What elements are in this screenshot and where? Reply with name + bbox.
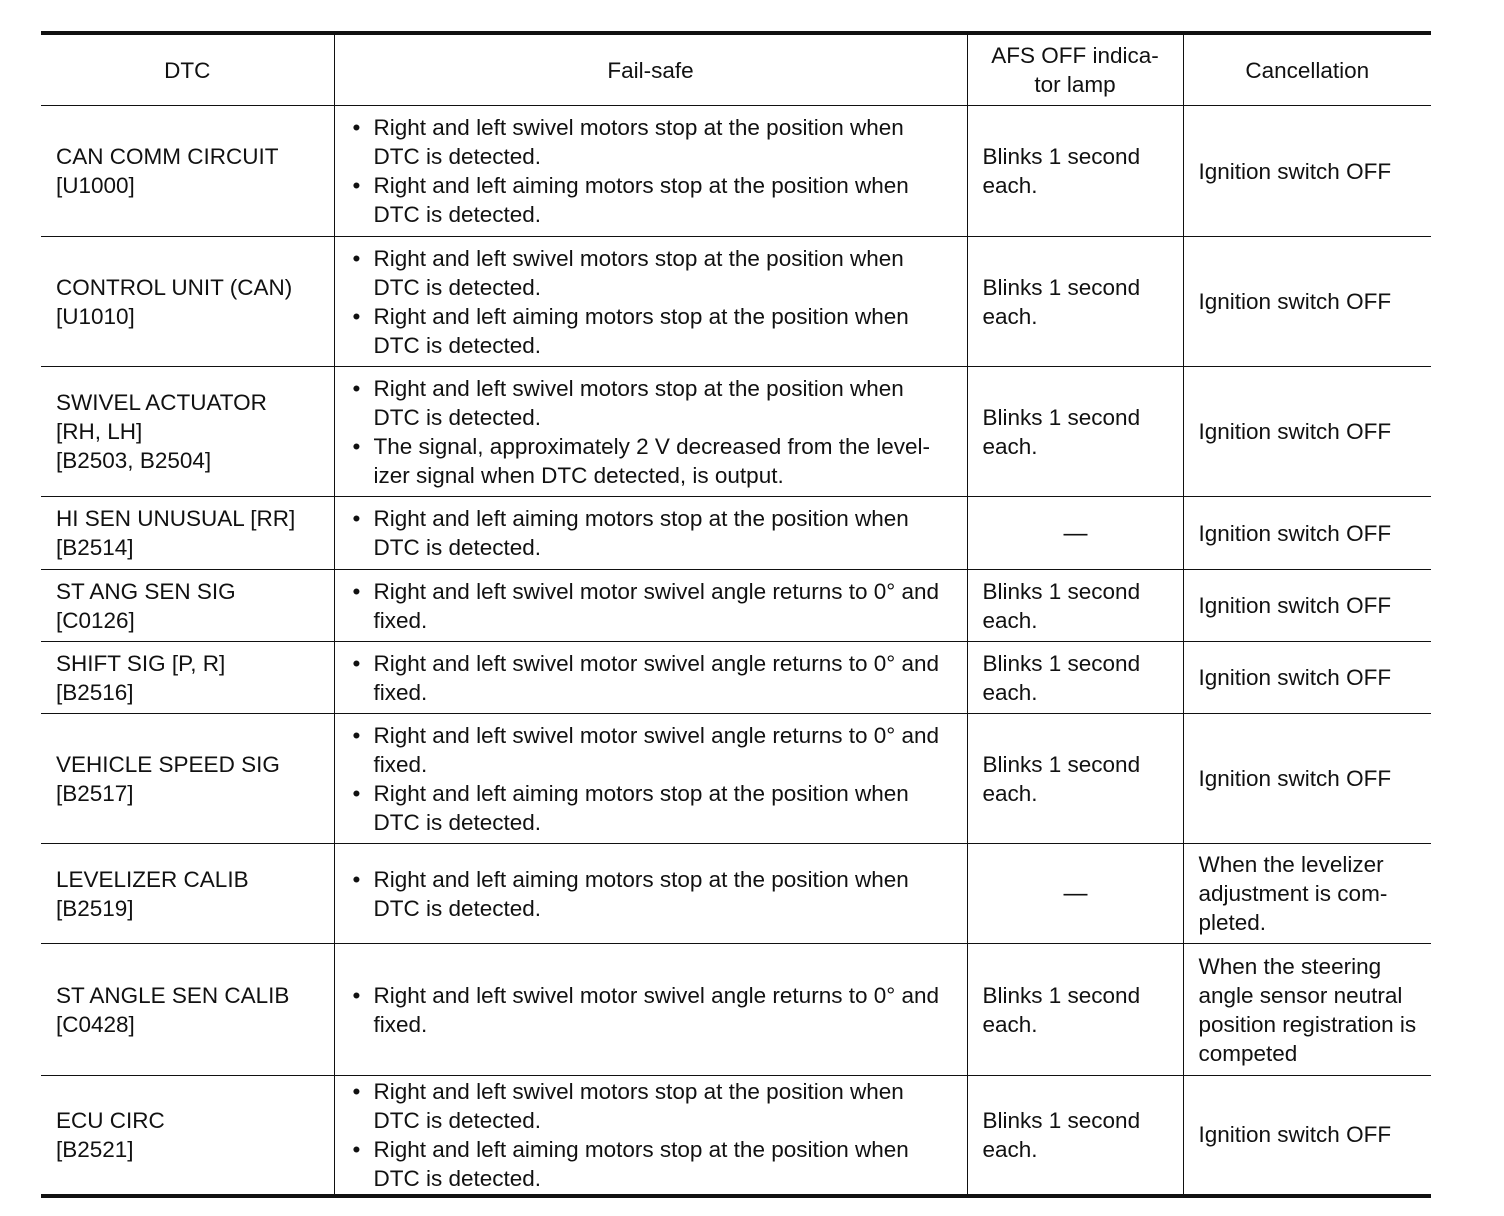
- failsafe-text-line: DTC is detected.: [373, 202, 542, 227]
- failsafe-item: [350, 577, 953, 635]
- failsafe-cell: [334, 570, 967, 642]
- failsafe-text-line: fixed.: [373, 1011, 428, 1037]
- indicator-lamp-cell: [967, 844, 1183, 944]
- bullet-icon: •: [352, 506, 361, 531]
- failsafe-cell: [334, 106, 967, 237]
- failsafe-item: [350, 1135, 953, 1193]
- indicator-lamp-cell: [967, 367, 1183, 497]
- failsafe-text-line: Right and left swivel motor swivel angle returns to 0° and: [373, 650, 940, 676]
- indicator-text-line: Blinks 1 second: [982, 982, 1141, 1008]
- dtc-code-line: [U1010]: [56, 303, 135, 329]
- failsafe-text-line: Right and left swivel motors stop at the position when: [373, 115, 904, 140]
- failsafe-text-line: DTC is detected.: [373, 895, 542, 921]
- failsafe-item: [350, 244, 953, 302]
- dtc-code-line: CONTROL UNIT (CAN): [56, 274, 293, 300]
- cancellation-text-line: position registration is: [1198, 1011, 1417, 1037]
- failsafe-text-line: Right and left aiming motors stop at the position when: [373, 780, 909, 806]
- cancellation-text-line: When the steering: [1198, 953, 1382, 979]
- bullet-icon: •: [352, 780, 361, 806]
- failsafe-text-line: Right and left aiming motors stop at the position when: [373, 173, 909, 198]
- failsafe-cell: [334, 237, 967, 367]
- indicator-lamp-cell: [967, 714, 1183, 844]
- dtc-cell: [41, 714, 334, 844]
- failsafe-text-line: Right and left aiming motors stop at the position when: [373, 866, 909, 892]
- bullet-icon: •: [352, 1136, 361, 1162]
- failsafe-cell: [334, 642, 967, 714]
- bullet-icon: •: [352, 578, 361, 604]
- cancellation-cell: [1183, 1076, 1431, 1196]
- indicator-text-line: Blinks 1 second: [982, 650, 1141, 676]
- table-row: [41, 1076, 1431, 1196]
- table-header-row: [41, 33, 1431, 106]
- cancellation-text-line: angle sensor neutral: [1198, 982, 1403, 1008]
- failsafe-cell: [334, 944, 967, 1076]
- failsafe-list: [350, 865, 953, 923]
- failsafe-item: [350, 721, 953, 779]
- indicator-text-line: Blinks 1 second: [982, 1107, 1141, 1133]
- table-row: [41, 844, 1431, 944]
- dtc-cell: [41, 642, 334, 714]
- indicator-lamp-cell: [967, 944, 1183, 1076]
- cancellation-text-line: Ignition switch OFF: [1198, 289, 1392, 314]
- table-row: [41, 237, 1431, 367]
- table-row: [41, 642, 1431, 714]
- indicator-text-line: each.: [982, 780, 1038, 806]
- failsafe-item: [350, 1077, 953, 1135]
- failsafe-cell: [334, 367, 967, 497]
- failsafe-item: [350, 432, 953, 490]
- dtc-cell: [41, 844, 334, 944]
- table-row: [41, 570, 1431, 642]
- indicator-lamp-cell: [967, 570, 1183, 642]
- failsafe-text-line: izer signal when DTC detected, is output.: [373, 462, 784, 488]
- indicator-lamp-cell: [967, 497, 1183, 570]
- failsafe-text-line: Right and left aiming motors stop at the position when: [373, 303, 909, 329]
- header-dtc: DTC: [41, 33, 334, 106]
- bullet-icon: •: [352, 303, 361, 329]
- failsafe-text-line: Right and left swivel motor swivel angle returns to 0° and: [373, 578, 940, 604]
- cancellation-text-line: Ignition switch OFF: [1198, 665, 1392, 690]
- dtc-code-line: [B2517]: [56, 780, 134, 806]
- failsafe-list: [350, 577, 953, 635]
- dtc-code-line: [C0126]: [56, 607, 135, 633]
- failsafe-text-line: Right and left swivel motor swivel angle returns to 0° and: [373, 982, 940, 1008]
- header-indicator-line1: AFS OFF indica-: [991, 43, 1159, 68]
- failsafe-text-line: DTC is detected.: [373, 144, 542, 169]
- failsafe-list: [350, 113, 953, 229]
- dtc-code-line: [RH, LH]: [56, 419, 143, 444]
- indicator-text-line: Blinks 1 second: [982, 578, 1141, 604]
- indicator-lamp-cell: [967, 642, 1183, 714]
- failsafe-item: [350, 171, 953, 229]
- dtc-cell: [41, 944, 334, 1076]
- header-failsafe: Fail-safe: [334, 33, 967, 106]
- cancellation-text-line: adjustment is com-: [1198, 881, 1388, 906]
- failsafe-text-line: DTC is detected.: [373, 535, 542, 560]
- failsafe-list: [350, 721, 953, 837]
- bullet-icon: •: [352, 245, 361, 271]
- failsafe-item: [350, 374, 953, 432]
- dtc-code-line: ST ANGLE SEN CALIB: [56, 982, 290, 1008]
- dtc-code-line: [B2521]: [56, 1136, 134, 1162]
- dtc-cell: [41, 1076, 334, 1196]
- failsafe-text-line: DTC is detected.: [373, 809, 542, 835]
- table-row: [41, 944, 1431, 1076]
- dtc-code-line: SHIFT SIG [P, R]: [56, 650, 226, 676]
- cancellation-text-line: Ignition switch OFF: [1198, 766, 1392, 791]
- failsafe-cell: [334, 1076, 967, 1196]
- failsafe-text-line: DTC is detected.: [373, 274, 542, 300]
- dtc-code-line: VEHICLE SPEED SIG: [56, 751, 280, 777]
- failsafe-list: [350, 374, 953, 490]
- table-row: [41, 714, 1431, 844]
- failsafe-text-line: DTC is detected.: [373, 1165, 542, 1191]
- failsafe-text-line: Right and left swivel motors stop at the position when: [373, 375, 904, 401]
- failsafe-text-line: DTC is detected.: [373, 1107, 542, 1133]
- indicator-text-line: —: [1063, 519, 1088, 547]
- indicator-text-line: Blinks 1 second: [982, 144, 1141, 169]
- dtc-code-line: HI SEN UNUSUAL [RR]: [56, 506, 296, 531]
- cancellation-text-line: competed: [1198, 1040, 1298, 1066]
- dtc-failsafe-table: [41, 31, 1431, 1198]
- bullet-icon: •: [352, 866, 361, 892]
- failsafe-item: [350, 504, 953, 562]
- failsafe-cell: [334, 844, 967, 944]
- indicator-text-line: each.: [982, 1136, 1038, 1162]
- indicator-text-line: —: [1063, 880, 1088, 907]
- dtc-cell: [41, 237, 334, 367]
- failsafe-item: [350, 649, 953, 707]
- indicator-text-line: each.: [982, 1011, 1038, 1037]
- failsafe-text-line: DTC is detected.: [373, 404, 542, 430]
- indicator-lamp-cell: [967, 237, 1183, 367]
- cancellation-cell: [1183, 642, 1431, 714]
- bullet-icon: •: [352, 115, 361, 140]
- cancellation-text-line: pleted.: [1198, 910, 1267, 935]
- table-row: [41, 367, 1431, 497]
- dtc-code-line: [B2514]: [56, 535, 134, 560]
- indicator-text-line: Blinks 1 second: [982, 274, 1141, 300]
- cancellation-text-line: When the levelizer: [1198, 852, 1384, 877]
- failsafe-item: [350, 779, 953, 837]
- bullet-icon: •: [352, 433, 361, 459]
- failsafe-text-line: fixed.: [373, 751, 428, 777]
- cancellation-cell: [1183, 367, 1431, 497]
- failsafe-list: [350, 649, 953, 707]
- cancellation-text-line: Ignition switch OFF: [1198, 1122, 1392, 1148]
- bullet-icon: •: [352, 1078, 361, 1104]
- header-indicator-line2: tor lamp: [1034, 72, 1116, 97]
- indicator-lamp-cell: [967, 1076, 1183, 1196]
- bullet-icon: •: [352, 375, 361, 401]
- cancellation-cell: [1183, 570, 1431, 642]
- dtc-code-line: LEVELIZER CALIB: [56, 866, 249, 892]
- table-body: [41, 106, 1431, 1196]
- failsafe-text-line: Right and left swivel motors stop at the position when: [373, 1078, 904, 1104]
- dtc-code-line: [B2519]: [56, 895, 134, 921]
- dtc-cell: [41, 570, 334, 642]
- dtc-cell: [41, 106, 334, 237]
- failsafe-item: [350, 865, 953, 923]
- cancellation-cell: [1183, 714, 1431, 844]
- indicator-text-line: Blinks 1 second: [982, 751, 1141, 777]
- failsafe-text-line: Right and left aiming motors stop at the position when: [373, 506, 909, 531]
- dtc-code-line: CAN COMM CIRCUIT: [56, 144, 279, 169]
- header-indicator-lamp: [967, 33, 1183, 106]
- failsafe-text-line: fixed.: [373, 679, 428, 705]
- cancellation-cell: [1183, 237, 1431, 367]
- dtc-code-line: ST ANG SEN SIG: [56, 578, 236, 604]
- dtc-code-line: [C0428]: [56, 1011, 135, 1037]
- indicator-lamp-cell: [967, 106, 1183, 237]
- dtc-code-line: [B2503, B2504]: [56, 448, 212, 473]
- table-row: [41, 106, 1431, 237]
- failsafe-text-line: The signal, approximately 2 V decreased from the level-: [373, 433, 931, 459]
- failsafe-item: [350, 981, 953, 1039]
- failsafe-text-line: Right and left aiming motors stop at the position when: [373, 1136, 909, 1162]
- indicator-text-line: each.: [982, 607, 1038, 633]
- cancellation-cell: [1183, 944, 1431, 1076]
- cancellation-cell: [1183, 844, 1431, 944]
- indicator-text-line: each.: [982, 173, 1038, 198]
- dtc-code-line: SWIVEL ACTUATOR: [56, 390, 267, 415]
- header-cancellation: Cancellation: [1183, 33, 1431, 106]
- failsafe-item: [350, 113, 953, 171]
- failsafe-list: [350, 1077, 953, 1193]
- cancellation-text-line: Ignition switch OFF: [1198, 419, 1392, 444]
- bullet-icon: •: [352, 173, 361, 198]
- dtc-code-line: [U1000]: [56, 173, 135, 198]
- failsafe-cell: [334, 714, 967, 844]
- indicator-text-line: each.: [982, 679, 1038, 705]
- failsafe-list: [350, 981, 953, 1039]
- failsafe-text-line: fixed.: [373, 607, 428, 633]
- indicator-text-line: each.: [982, 433, 1038, 459]
- cancellation-text-line: Ignition switch OFF: [1198, 520, 1392, 546]
- failsafe-item: [350, 302, 953, 360]
- dtc-code-line: ECU CIRC: [56, 1107, 165, 1133]
- bullet-icon: •: [352, 650, 361, 676]
- cancellation-text-line: Ignition switch OFF: [1198, 593, 1392, 618]
- dtc-cell: [41, 367, 334, 497]
- failsafe-cell: [334, 497, 967, 570]
- bullet-icon: •: [352, 722, 361, 748]
- failsafe-list: [350, 244, 953, 360]
- cancellation-text-line: Ignition switch OFF: [1198, 158, 1392, 184]
- indicator-text-line: Blinks 1 second: [982, 404, 1141, 430]
- failsafe-text-line: Right and left swivel motors stop at the position when: [373, 245, 904, 271]
- failsafe-list: [350, 504, 953, 562]
- bullet-icon: •: [352, 982, 361, 1008]
- failsafe-text-line: DTC is detected.: [373, 332, 542, 358]
- indicator-text-line: each.: [982, 303, 1038, 329]
- cancellation-cell: [1183, 497, 1431, 570]
- cancellation-cell: [1183, 106, 1431, 237]
- failsafe-text-line: Right and left swivel motor swivel angle returns to 0° and: [373, 722, 940, 748]
- dtc-cell: [41, 497, 334, 570]
- dtc-code-line: [B2516]: [56, 679, 134, 705]
- table-row: [41, 497, 1431, 570]
